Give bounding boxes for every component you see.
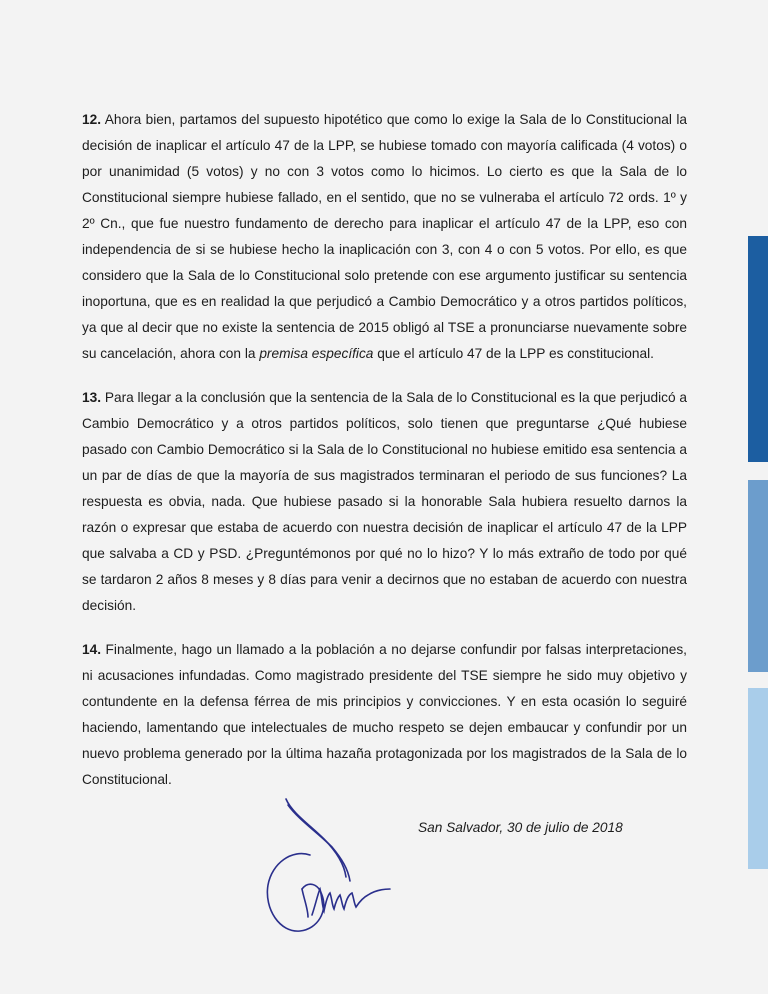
- paragraph-number: 12.: [82, 112, 102, 127]
- paragraph-13: [82, 385, 687, 619]
- paragraph-text-tail: que el artículo 47 de la LPP es constitucional.: [377, 346, 654, 361]
- side-band-light: [748, 688, 768, 869]
- paragraph-emphasis: premisa específica: [259, 346, 374, 361]
- document-body: [82, 107, 687, 811]
- place-date: San Salvador, 30 de julio de 2018: [418, 820, 623, 835]
- paragraph-12: [82, 107, 687, 367]
- paragraph-text: Ahora bien, partamos del supuesto hipotético que como lo exige la Sala de lo Constitucional la decisión de inaplicar el artículo 47 de la LPP, se hubiese tomado con mayoría calificada (4 votos) o por unanimidad (5 votos) y no con 3 votos como lo hicimos. Lo cierto es que la Sala de lo Constitucional siempre hubiese fallado, en el sentido, que no se vulneraba el artículo 72 ords. 1º y 2º Cn., que fue nuestro fundamento de derecho para inaplicar el artículo 47 de la LPP, eso con independencia de si se hubiese hecho la inaplicación con 3, con 4 o con 5 votos. Por ello, es que considero que la Sala de lo Constitucional solo pretende con ese argumento justificar su sentencia inoportuna, que es en realidad la que perjudicó a Cambio Democrático y a otros partidos políticos, ya que al decir que no existe la sentencia de 2015 obligó al TSE a pronunciarse nuevamente sobre su cancelación, ahora con la: [82, 112, 687, 361]
- paragraph-14: [82, 637, 687, 793]
- side-band-dark: [748, 236, 768, 462]
- paragraph-number: 13.: [82, 390, 102, 405]
- paragraph-text: Para llegar a la conclusión que la sentencia de la Sala de lo Constitucional es la que perjudicó a Cambio Democrático y a otros partidos políticos, solo tienen que preguntarse ¿Qué hubiese pasado con Cambio Democrático si la Sala de lo Constitucional no hubiese emitido esa sentencia a un par de días de que la mayoría de sus magistrados terminaran el periodo de sus funciones? La respuesta es obvia, nada. Que hubiese pasado si la honorable Sala hubiera resuelto darnos la razón o expresar que estaba de acuerdo con nuestra decisión de inaplicar el artículo 47 de la LPP que salvaba a CD y PSD. ¿Preguntémonos por qué no lo hizo? Y lo más extraño de todo por qué se tardaron 2 años 8 meses y 8 días para venir a decirnos que no estaban de acuerdo con nuestra decisión.: [82, 390, 687, 613]
- signature-image: [258, 793, 408, 943]
- paragraph-text: Finalmente, hago un llamado a la población a no dejarse confundir por falsas interpretaciones, ni acusaciones infundadas. Como magistrado presidente del TSE siempre he sido muy objetivo y contundente en la defensa férrea de mis principios y convicciones. Y en esta ocasión lo seguiré haciendo, lamentando que intelectuales de mucho respeto se dejen embaucar y confundir por un nuevo problema generado por la última hazaña protagonizada por los magistrados de la Sala de lo Constitucional.: [82, 642, 687, 787]
- paragraph-number: 14.: [82, 642, 102, 657]
- side-band-mid: [748, 480, 768, 672]
